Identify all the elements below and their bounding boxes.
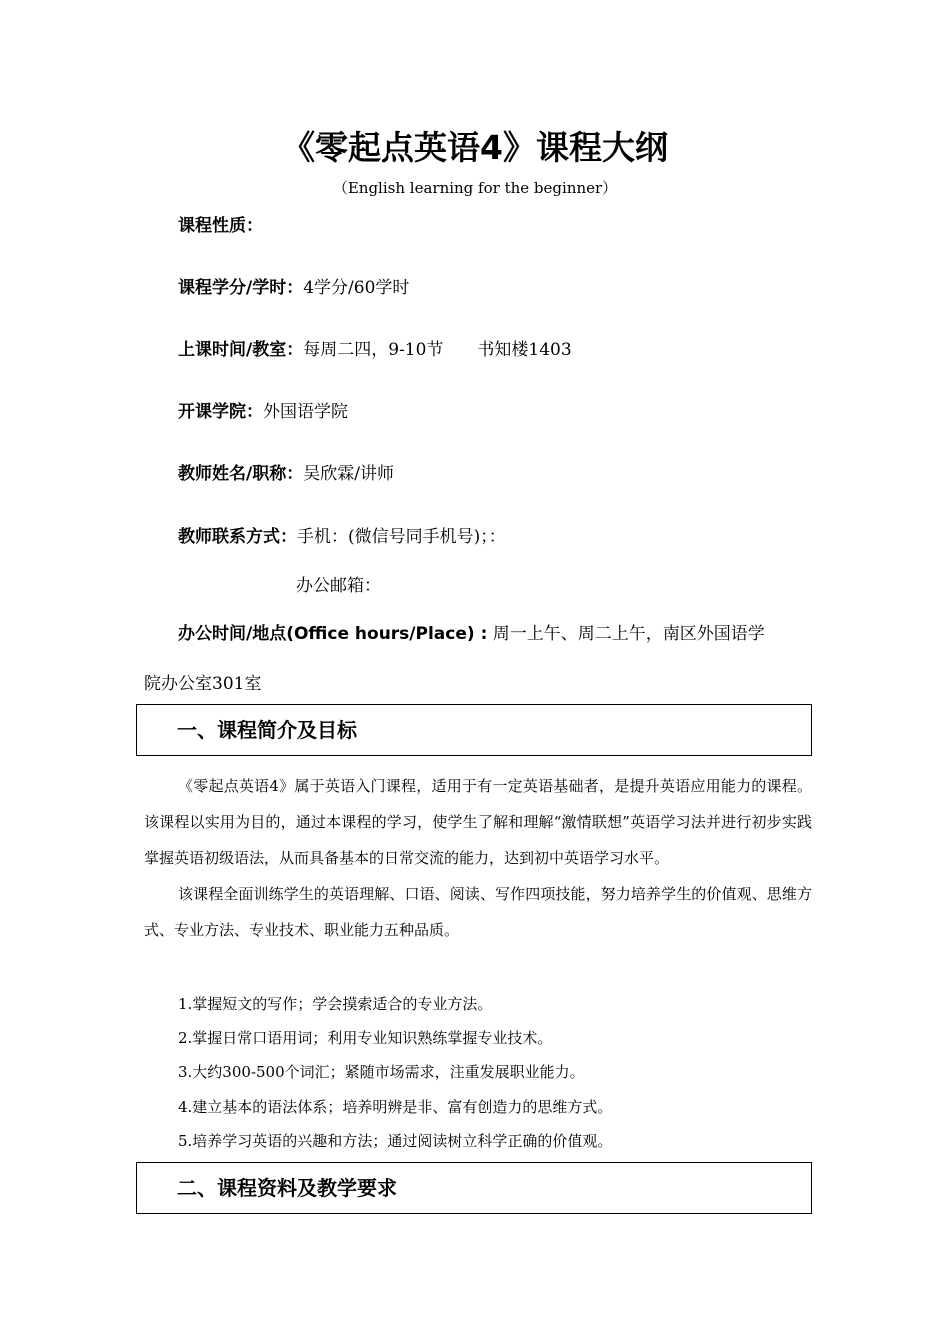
intro-paragraph-1: 《零起点英语4》属于英语入门课程，适用于有一定英语基础者，是提升英语应用能力的课程。该课程以实用为目的，通过本课程的学习，使学生了解和理解“激情联想”英语学习法并进行初步实践掌握英语初级语法，从而具备基本的日常交流的能力，达到初中英语学习水平。 — [144, 777, 812, 867]
office-hours-continued: 院办公室301室 — [144, 674, 262, 694]
college-label: 开课学院： — [178, 402, 263, 422]
course-credits-row — [178, 276, 409, 300]
course-nature-label: 课程性质： — [178, 216, 263, 236]
goal-item-1: 1.掌握短文的写作；学会摸索适合的专业方法。 — [178, 995, 493, 1013]
intro-paragraph-2: 该课程全面训练学生的英语理解、口语、阅读、写作四项技能，努力培养学生的价值观、思维方式、专业方法、专业技术、职业能力五种品质。 — [144, 885, 812, 939]
section-heading-intro — [136, 704, 812, 756]
college-value: 外国语学院 — [263, 402, 348, 422]
teacher-row — [178, 462, 394, 486]
class-time-label: 上课时间/教室： — [178, 340, 304, 360]
document-title: 《零起点英语4》课程大纲 — [282, 128, 668, 167]
contact-value: 手机：(微信号同手机号)；： — [297, 527, 506, 547]
class-time-row — [178, 338, 572, 362]
section-heading-intro-text: 一、课程简介及目标 — [177, 718, 357, 742]
section-heading-materials-text: 二、课程资料及教学要求 — [177, 1176, 397, 1200]
office-hours-row — [178, 622, 765, 646]
goal-item-2: 2.掌握日常口语用词；利用专业知识熟练掌握专业技术。 — [178, 1029, 553, 1047]
course-credits-label: 课程学分/学时： — [178, 278, 304, 298]
contact-row — [178, 525, 506, 549]
email-row — [296, 574, 381, 598]
office-hours-label: 办公时间/地点(Office hours/Place) : — [178, 624, 488, 644]
goal-item-3: 3.大约300-500个词汇；紧随市场需求，注重发展职业能力。 — [178, 1063, 585, 1081]
teacher-label: 教师姓名/职称： — [178, 464, 304, 484]
contact-label: 教师联系方式： — [178, 527, 297, 547]
intro-paragraphs — [144, 768, 812, 948]
document-subtitle: （English learning for the beginner） — [332, 179, 618, 197]
teacher-value: 吴欣霖/讲师 — [303, 464, 394, 484]
section-heading-materials — [136, 1162, 812, 1214]
email-label: 办公邮箱： — [296, 576, 381, 596]
goal-item-4: 4.建立基本的语法体系；培养明辨是非、富有创造力的思维方式。 — [178, 1098, 613, 1116]
course-nature-row — [178, 214, 263, 238]
class-time-value: 每周二四，9-10节 书知楼1403 — [303, 340, 572, 360]
college-row — [178, 400, 348, 424]
course-credits-value: 4学分/60学时 — [303, 278, 410, 298]
office-hours-value: 周一上午、周二上午，南区外国语学 — [487, 624, 765, 644]
goal-item-5: 5.培养学习英语的兴趣和方法；通过阅读树立科学正确的价值观。 — [178, 1132, 613, 1150]
